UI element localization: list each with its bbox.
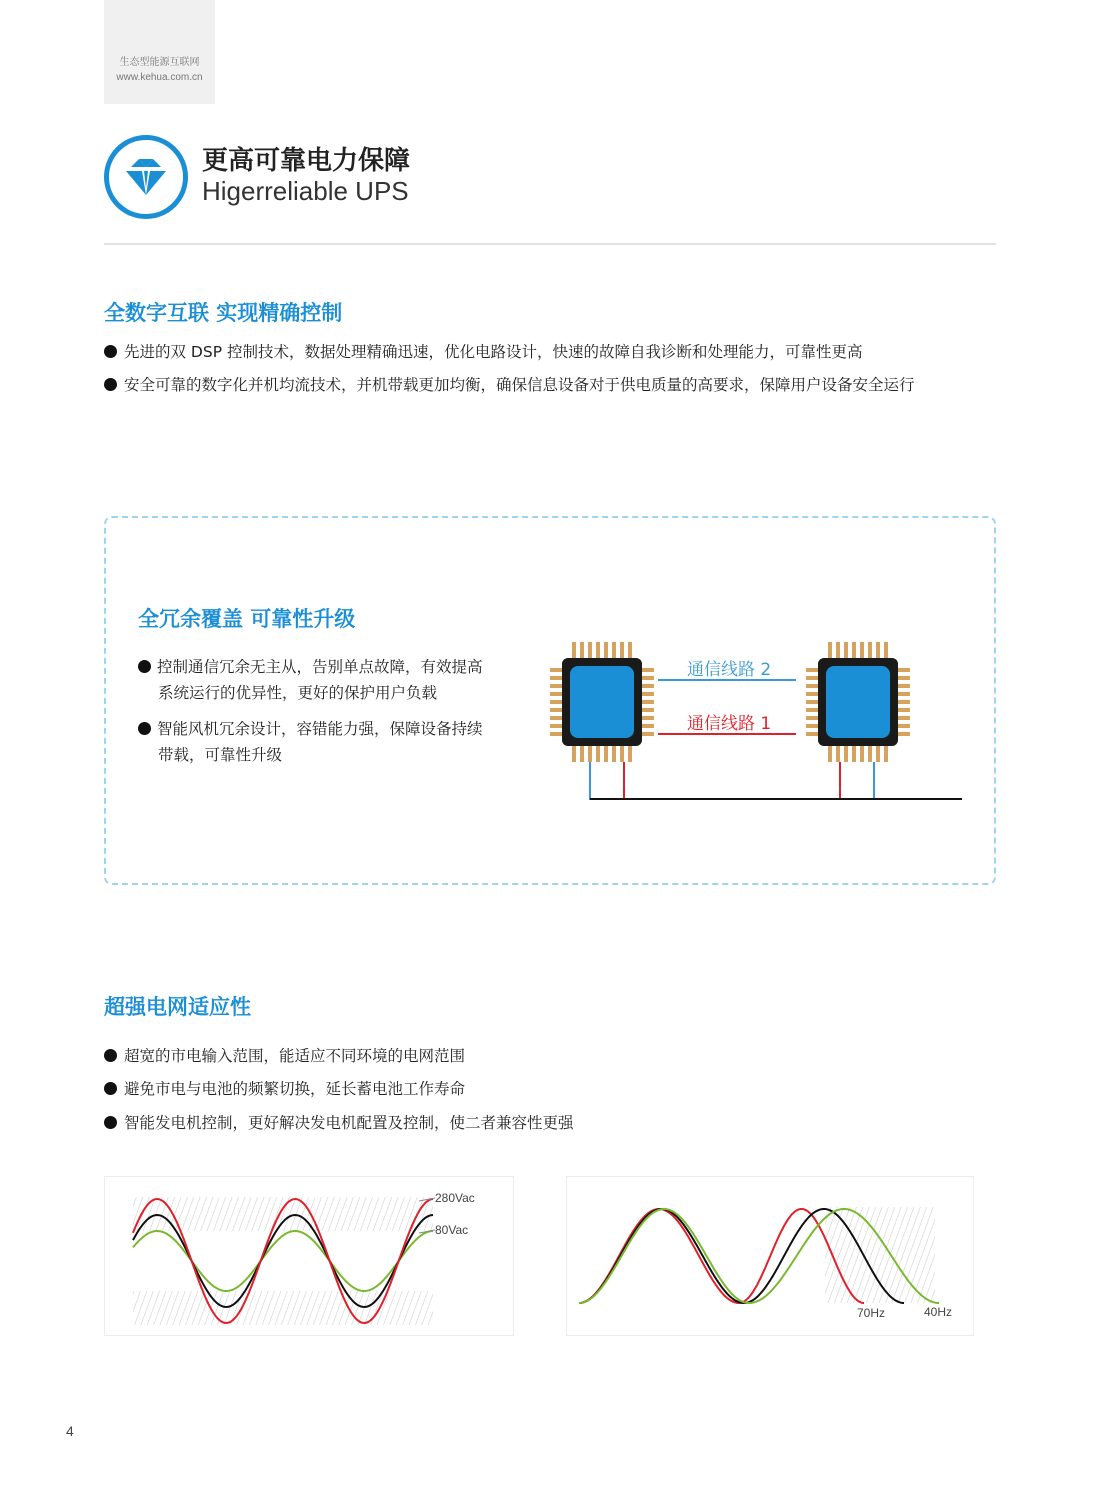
header-divider	[104, 243, 996, 245]
brand-website: www.kehua.com.cn	[116, 72, 203, 83]
comm-line-2-label: 通信线路 2	[687, 660, 772, 680]
bullet-dot-icon	[138, 722, 151, 735]
section1-heading: 全数字互联 实现精确控制	[104, 301, 343, 325]
chip-right	[806, 642, 910, 762]
frequency-band	[825, 1207, 935, 1303]
high-voltage-label: 280Vac	[435, 1191, 475, 1205]
section3-bullet-2: 避免市电与电池的频繁切换，延长蓄电池工作寿命	[104, 1078, 465, 1100]
low-frequency-label: 40Hz	[924, 1305, 953, 1319]
section3-heading: 超强电网适应性	[104, 995, 251, 1019]
diamond-icon	[104, 135, 188, 219]
page-title: 更高可靠电力保障	[202, 146, 411, 176]
section3-bullet-1: 超宽的市电输入范围，能适应不同环境的电网范围	[104, 1045, 465, 1067]
bullet-dot-icon	[104, 1116, 117, 1129]
bullet-dot-icon	[104, 345, 117, 358]
section1-bullet-2: 安全可靠的数字化并机均流技术，并机带载更加均衡，确保信息设备对于供电质量的高要求，保障用户设备安全运行	[104, 374, 915, 396]
section2-bullet-2: 智能风机冗余设计，容错能力强，保障设备持续 带载，可靠性升级	[138, 716, 508, 768]
low-voltage-band	[133, 1291, 433, 1325]
bullet-dot-icon	[104, 378, 117, 391]
low-voltage-label: 80Vac	[435, 1223, 469, 1237]
bullet-dot-icon	[138, 660, 151, 673]
bullet-dot-icon	[104, 1049, 117, 1062]
brand-tag	[104, 0, 215, 104]
bullet-dot-icon	[104, 1082, 117, 1095]
section1-bullet-1: 先进的双 DSP 控制技术，数据处理精确迅速，优化电路设计，快速的故障自我诊断和处理能力，可靠性更高	[104, 341, 862, 363]
page-subtitle: Higerreliable UPS	[202, 176, 409, 206]
page-number: 4	[66, 1423, 74, 1439]
chip-left	[550, 642, 654, 762]
section2-bullet-1: 控制通信冗余无主从，告别单点故障，有效提高 系统运行的优异性，更好的保护用户负载	[138, 654, 508, 706]
high-frequency-label: 70Hz	[857, 1306, 886, 1320]
section3-bullet-3: 智能发电机控制，更好解决发电机配置及控制，使二者兼容性更强	[104, 1112, 574, 1134]
section2-heading: 全冗余覆盖 可靠性升级	[138, 607, 356, 631]
brand-slogan: 生态型能源互联网	[119, 57, 200, 68]
frequency-range-illustration	[566, 1176, 974, 1336]
comm-line-1-label: 通信线路 1	[687, 714, 772, 734]
